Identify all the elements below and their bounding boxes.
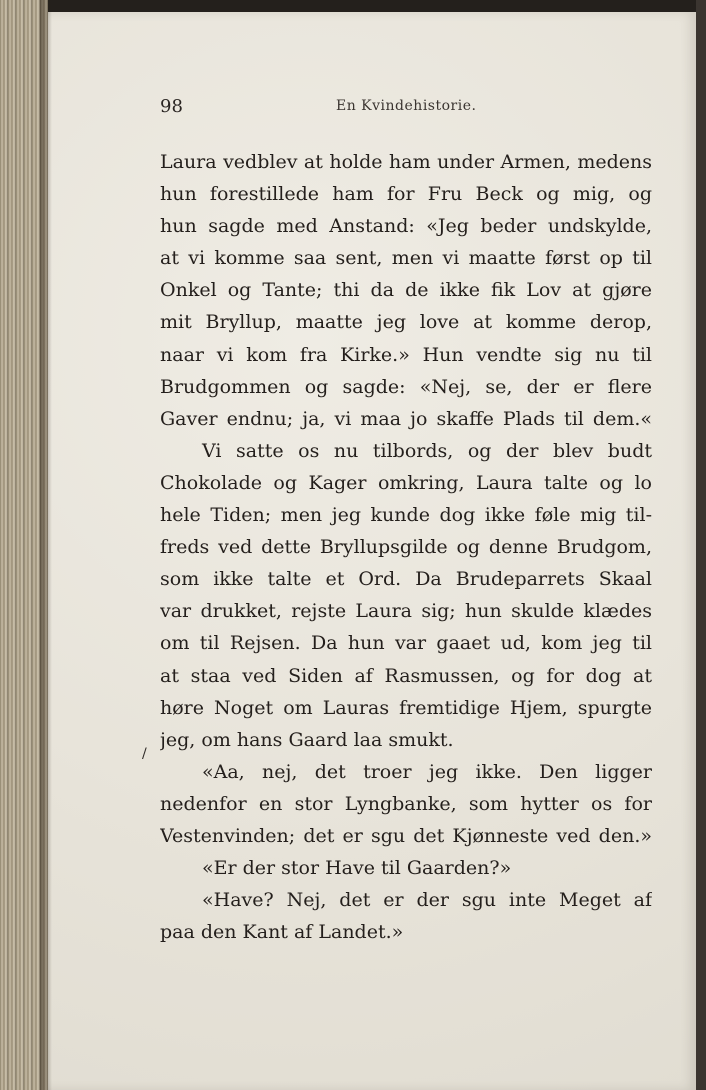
text-line: som ikke talte et Ord. Da Brudeparrets Skaal [160,568,652,591]
text-line: paa den Kant af Landet.» [160,921,404,944]
text-line: at staa ved Siden af Rasmussen, og for dog at [160,664,652,687]
page-header [112,96,652,122]
top-edge [0,0,706,12]
text-line: Onkel og Tante; thi da de ikke fik Lov at gjøre [160,279,652,302]
margin-mark: / [142,746,147,762]
body-text [160,146,652,948]
text-line: jeg, om hans Gaard laa smukt. [160,728,454,751]
text-line: «Er der stor Have til Gaarden?» [202,857,512,880]
text-line: Laura vedblev at holde ham under Armen, medens [160,151,652,173]
text-line: naar vi kom fra Kirke.» Hun vendte sig nu til [160,343,652,366]
text-line: at vi komme saa sent, men vi maatte først op til [160,247,652,270]
page-number: 98 [160,96,183,117]
text-line: hun sagde med Anstand: «Jeg beder undskylde, [160,215,652,238]
text-line: Brudgommen og sagde: «Nej, se, der er flere [160,375,652,398]
text-line: Vi satte os nu tilbords, og der blev budt [202,439,652,462]
text-line: Vestenvinden; det er sgu det Kjønneste ved den.» [160,824,652,847]
text-line: om til Rejsen. Da hun var gaaet ud, kom jeg til [160,632,652,655]
text-line: «Have? Nej, det er der sgu inte Meget af [202,889,652,912]
running-title: En Kvindehistorie. [336,98,477,114]
text-line: «Aa, nej, det troer jeg ikke. Den ligger [202,760,652,783]
text-line: Gaver endnu; ja, vi maa jo skaffe Plads til dem.« [160,407,652,430]
text-line: Chokolade og Kager omkring, Laura talte og lo [160,471,652,494]
text-line: var drukket, rejste Laura sig; hun skulde klædes [160,600,652,623]
spine-shadow [40,0,52,1090]
text-line: freds ved dette Bryllupsgilde og denne Brudgom, [160,536,652,559]
text-line: hun forestillede ham for Fru Beck og mig, og [160,183,652,206]
text-line: mit Bryllup, maatte jeg love at komme derop, [160,311,652,334]
right-edge [696,0,706,1090]
text-line: hele Tiden; men jeg kunde dog ikke føle mig til- [160,504,652,527]
text-line: nedenfor en stor Lyngbanke, som hytter os for [160,792,652,815]
text-line: høre Noget om Lauras fremtidige Hjem, spurgte [160,696,652,719]
